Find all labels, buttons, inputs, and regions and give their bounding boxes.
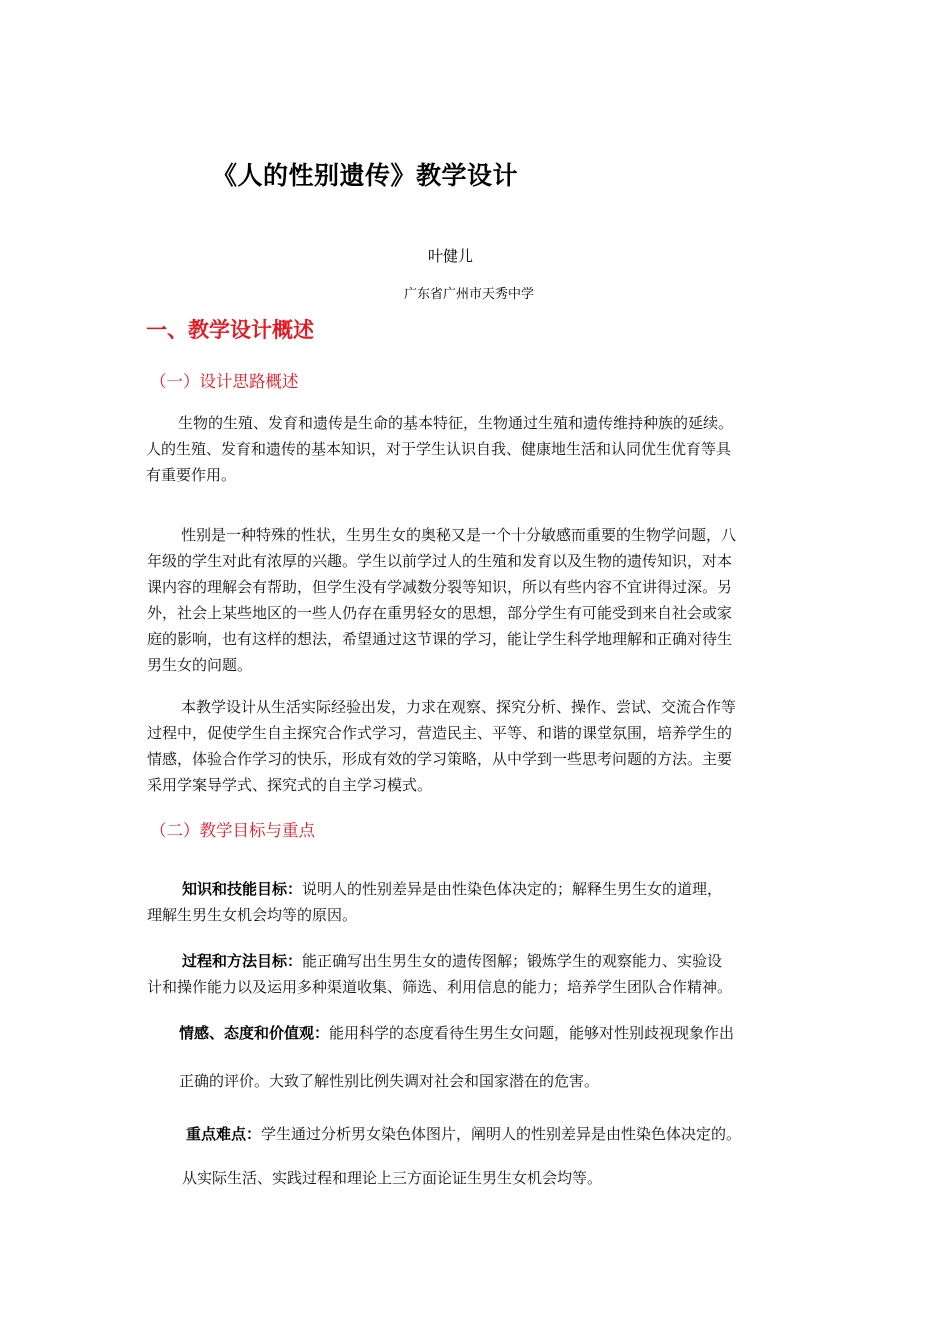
goal-text: 学生通过分析男女染色体图片，阐明人的性别差异是由性染色体决定的。 (261, 1125, 742, 1143)
goal-knowledge (147, 876, 722, 928)
paragraph-line: 采用学案导学式、探究式的自主学习模式。 (147, 776, 433, 794)
author-name: 叶健儿 (428, 247, 474, 265)
goal-text: 说明人的性别差异是由性染色体决定的；解释生男生女的道理， (302, 880, 723, 898)
goal-label: 过程和方法目标： (182, 952, 303, 970)
paragraph-intro (146, 410, 733, 488)
goal-keypoints (182, 1121, 742, 1191)
paragraph-line: 情感，体验合作学习的快乐，形成有效的学习策略，从中学到一些思考问题的方法。主要 (147, 750, 733, 768)
paragraph-line: 性别是一种特殊的性状，生男生女的奥秘又是一个十分敏感而重要的生物学问题，八 (181, 526, 737, 544)
paragraph-line: 年级的学生对此有浓厚的兴趣。学生以前学过人的生殖和发育以及生物的遗传知识，对本 (147, 552, 733, 570)
goal-emotion (179, 1020, 734, 1094)
school-name: 广东省广州市天秀中学 (404, 287, 535, 302)
paragraph-design-approach (147, 694, 736, 798)
goal-text: 从实际生活、实践过程和理论上三方面论证生男生女机会均等。 (182, 1169, 603, 1187)
paragraph-line: 外，社会上某些地区的一些人仍存在重男轻女的思想，部分学生有可能受到来自社会或家 (147, 604, 733, 622)
goal-text: 能正确写出生男生女的遗传图解；锻炼学生的观察能力、实验设 (302, 952, 723, 970)
subsection-heading-goals: （二）教学目标与重点 (150, 821, 315, 840)
goal-text: 正确的评价。大致了解性别比例失调对社会和国家潜在的危害。 (179, 1072, 600, 1090)
goal-text: 计和操作能力以及运用多种渠道收集、筛选、利用信息的能力；培养学生团队合作精神。 (147, 978, 733, 996)
goal-label: 情感、态度和价值观： (179, 1024, 330, 1042)
paragraph-line: 人的生殖、发育和遗传的基本知识，对于学生认识自我、健康地生活和认同优生优育等具 (146, 440, 732, 458)
goal-text: 能用科学的态度看待生男生女问题，能够对性别歧视现象作出 (329, 1024, 735, 1042)
subsection-heading-design-ideas: （一）设计思路概述 (150, 372, 299, 391)
goal-text: 理解生男生女机会均等的原因。 (147, 906, 358, 924)
paragraph-line: 生物的生殖、发育和遗传是生命的基本特征，生物通过生殖和遗传维持种族的延续。 (178, 414, 734, 432)
goal-label: 重点难点： (186, 1125, 262, 1143)
paragraph-line: 男生女的问题。 (147, 656, 253, 674)
paragraph-line: 庭的影响，也有这样的想法，希望通过这节课的学习，能让学生科学地理解和正确对待生 (147, 630, 733, 648)
paragraph-line: 有重要作用。 (146, 466, 237, 484)
paragraph-line: 本教学设计从生活实际经验出发，力求在观察、探究分析、操作、尝试、交流合作等 (181, 698, 737, 716)
goal-process (147, 948, 732, 1000)
paragraph-gender-trait (147, 522, 736, 678)
paragraph-line: 过程中，促使学生自主探究合作式学习，营造民主、平等、和谐的课堂氛围，培养学生的 (147, 724, 733, 742)
goal-label: 知识和技能目标： (182, 880, 303, 898)
document-title: 《人的性别遗传》教学设计 (212, 161, 519, 190)
paragraph-line: 课内容的理解会有帮助，但学生没有学减数分裂等知识，所以有些内容不宜讲得过深。另 (147, 578, 733, 596)
section-heading-overview: 一、教学设计概述 (146, 318, 314, 342)
